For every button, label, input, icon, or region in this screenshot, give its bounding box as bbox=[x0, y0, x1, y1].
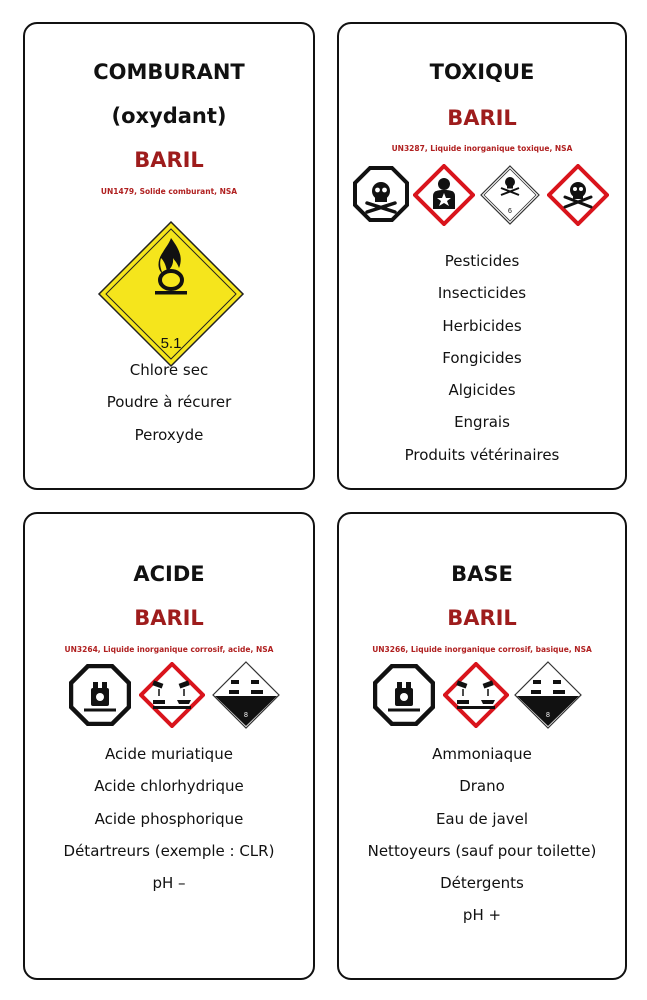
list-item: pH – bbox=[152, 874, 186, 893]
tdg-corrosive-placard-icon bbox=[513, 660, 583, 730]
un-number: UN3266, Liquide inorganique corrosif, basique, NSA bbox=[372, 645, 592, 654]
placard-class-number: 8 bbox=[546, 712, 550, 719]
list-item: Eau de javel bbox=[435, 809, 529, 828]
whmis-poison-icon bbox=[353, 166, 409, 222]
un-number: UN3287, Liquide inorganique toxique, NSA bbox=[391, 144, 573, 153]
ghs-skull-icon bbox=[547, 164, 609, 226]
list-item: Algicides bbox=[448, 381, 516, 400]
card-title: BASE bbox=[451, 562, 513, 586]
list-item: Détergents bbox=[440, 874, 524, 893]
list-item: Produits vétérinaires bbox=[404, 445, 560, 464]
list-item: Acide chlorhydrique bbox=[94, 777, 244, 796]
ghs-corrosion-icon bbox=[443, 662, 509, 728]
list-item: pH + bbox=[462, 906, 502, 925]
placard-class-number: 5.1 bbox=[160, 335, 182, 352]
examples-list bbox=[25, 354, 313, 451]
list-item: Acide phosphorique bbox=[94, 809, 244, 828]
card-title: ACIDE bbox=[133, 562, 205, 586]
list-item: Insecticides bbox=[437, 284, 527, 303]
placard-class-number: 6 bbox=[508, 208, 512, 215]
list-item: Acide muriatique bbox=[105, 745, 233, 763]
list-item: Peroxyde bbox=[134, 425, 204, 444]
ghs-corrosion-icon bbox=[139, 662, 205, 728]
un-number: UN1479, Solide comburant, NSA bbox=[100, 187, 238, 196]
baril-label: BARIL bbox=[134, 148, 204, 172]
list-item: Poudre à récurer bbox=[106, 393, 232, 412]
card-toxique bbox=[337, 22, 627, 490]
list-item: Engrais bbox=[454, 413, 510, 432]
un-number: UN3264, Liquide inorganique corrosif, acide, NSA bbox=[64, 645, 274, 654]
list-item: Drano bbox=[459, 777, 505, 796]
baril-label: BARIL bbox=[134, 606, 204, 630]
tdg-toxic-placard-icon bbox=[479, 164, 541, 226]
list-item: Pesticides bbox=[444, 252, 520, 270]
examples-list bbox=[25, 738, 313, 899]
ghs-health-hazard-icon bbox=[413, 164, 475, 226]
tdg-corrosive-placard-icon bbox=[211, 660, 281, 730]
list-item: Herbicides bbox=[442, 316, 522, 335]
list-item: Nettoyeurs (sauf pour toilette) bbox=[367, 841, 597, 860]
flame-over-circle-placard-icon bbox=[97, 220, 245, 368]
baril-label: BARIL bbox=[447, 106, 517, 130]
examples-list bbox=[339, 245, 625, 471]
list-item: Détartreurs (exemple : CLR) bbox=[63, 841, 275, 860]
card-title: TOXIQUE bbox=[429, 60, 535, 84]
list-item: Fongicides bbox=[442, 348, 522, 367]
whmis-corrosive-icon bbox=[69, 664, 131, 726]
baril-label: BARIL bbox=[447, 606, 517, 630]
list-item: Ammoniaque bbox=[432, 745, 532, 763]
whmis-corrosive-icon bbox=[373, 664, 435, 726]
card-comburant bbox=[23, 22, 315, 490]
card-acide bbox=[23, 512, 315, 980]
placard-class-number: 8 bbox=[244, 712, 248, 719]
list-item: Chlore sec bbox=[129, 361, 209, 379]
card-title: COMBURANT bbox=[93, 60, 245, 84]
examples-list bbox=[339, 738, 625, 932]
card-subtitle: (oxydant) bbox=[111, 104, 227, 128]
card-base bbox=[337, 512, 627, 980]
